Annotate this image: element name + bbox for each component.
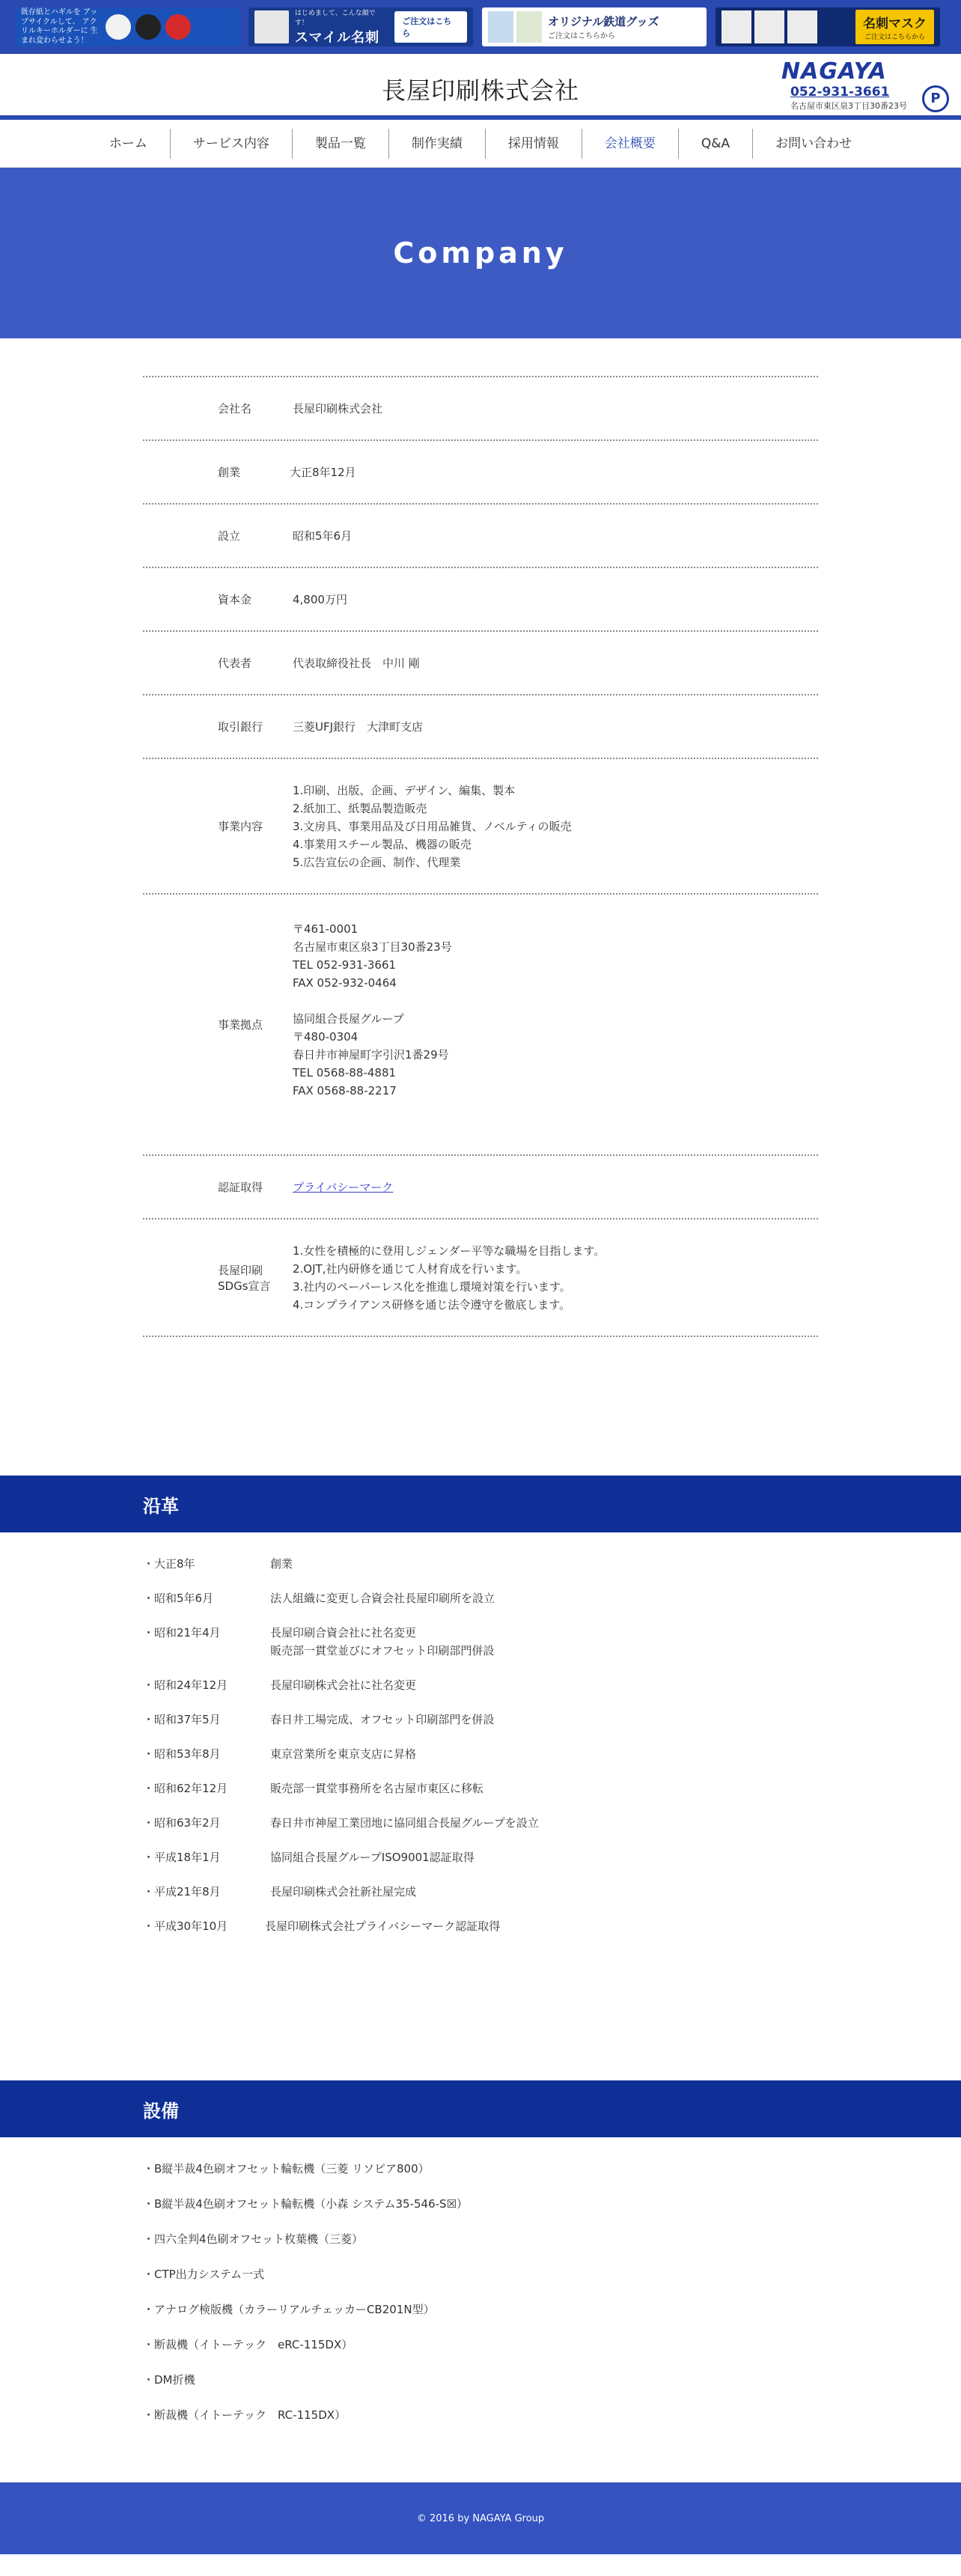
railway-goods-banner-text <box>548 13 659 40</box>
history-date: ・昭和63年2月 <box>143 1816 221 1830</box>
nav-recruit[interactable]: 採用情報 <box>486 129 582 159</box>
history-title: 沿革 <box>143 1495 179 1517</box>
history-item <box>143 1883 818 1901</box>
site-title[interactable]: 長屋印刷株式会社 <box>381 76 579 105</box>
history-event-line: 長屋印刷株式会社プライバシーマーク認証取得 <box>265 1919 501 1933</box>
value-line: 〒480-0304 <box>293 1029 359 1044</box>
history-event <box>270 1589 495 1607</box>
history-event <box>270 1883 416 1901</box>
table-row <box>143 377 818 441</box>
history-date: ・大正8年 <box>143 1557 195 1571</box>
row-value <box>293 591 347 609</box>
table-row <box>143 632 818 695</box>
nav-products[interactable]: 製品一覧 <box>293 129 389 159</box>
row-label: 長屋印刷SDGs宣言 <box>218 1263 271 1293</box>
row-value <box>293 654 420 672</box>
header-address: 名古屋市東区泉3丁目30番23号 <box>790 101 907 111</box>
history-item <box>143 1624 818 1660</box>
value-line: 1.印刷、出版、企画、デザイン、編集、製本 <box>293 783 516 797</box>
value-line: 長屋印刷株式会社 <box>293 401 383 415</box>
smile-card-banner[interactable] <box>248 7 473 46</box>
nav-faq[interactable]: Q&A <box>679 129 753 159</box>
history-event <box>270 1848 475 1866</box>
history-event-line: 長屋印刷株式会社に社名変更 <box>270 1678 417 1692</box>
nav-contact[interactable]: お問い合わせ <box>775 136 852 151</box>
banner-strip <box>0 0 961 54</box>
spacer <box>0 2441 961 2482</box>
card-mask-banner-label <box>855 10 934 44</box>
history-event <box>270 1814 539 1832</box>
history-item <box>143 1917 818 1935</box>
table-row <box>143 895 818 1156</box>
history-date: ・昭和62年12月 <box>143 1782 228 1795</box>
row-label: 事業拠点 <box>218 1018 263 1032</box>
history-item <box>143 1745 818 1763</box>
value-line: 昭和5年6月 <box>293 529 353 543</box>
railway-goods-image <box>488 11 542 43</box>
nagaya-logo[interactable]: NAGAYA <box>781 58 887 85</box>
spacer <box>0 1952 961 2080</box>
value-line: 3.文房具、事業用品及び日用品雑貨、ノベルティの販売 <box>293 819 572 833</box>
table-row <box>143 568 818 632</box>
table-row <box>143 1220 818 1337</box>
table-row <box>143 695 818 759</box>
keychain-banner[interactable] <box>15 7 240 46</box>
nav-company[interactable]: 会社概要 <box>582 129 679 159</box>
history-item <box>143 1589 818 1607</box>
smile-card-banner-small: はじめまして、こんな顔です！ <box>294 10 376 27</box>
card-mask-banner[interactable] <box>716 7 940 46</box>
row-label: 代表者 <box>218 657 252 670</box>
card-mask-banner-sub: ご注文はこちらから <box>864 34 925 41</box>
row-label: 事業内容 <box>218 820 263 833</box>
history-event-line: 春日井市神屋工業団地に協同組合長屋グループを設立 <box>270 1816 539 1830</box>
row-value <box>293 400 382 418</box>
row-label: 取引銀行 <box>218 720 263 734</box>
value-line: 4,800万円 <box>293 592 347 606</box>
history-item <box>143 1779 818 1797</box>
nav-services[interactable]: サービス内容 <box>171 129 293 159</box>
card-mask-faces-image <box>721 10 817 43</box>
value-line: 4.事業用スチール製品、機器の販売 <box>293 837 472 851</box>
row-value <box>293 920 452 1130</box>
row-label: 資本金 <box>218 593 252 606</box>
history-event-line: 販売部一貫堂事務所を名古屋市東区に移転 <box>270 1782 484 1795</box>
history-event-line: 協同組合長屋グループISO9001認証取得 <box>270 1851 475 1864</box>
history-event-line: 春日井工場完成、オフセット印刷部門を併設 <box>270 1713 495 1726</box>
history-section-bar <box>0 1476 961 1532</box>
value-line: 5.広告宣伝の企画、制作、代理業 <box>293 855 461 869</box>
row-value <box>293 782 572 871</box>
equipment-item: ・CTP出力システム一式 <box>143 2268 265 2281</box>
row-label: 設立 <box>218 529 241 543</box>
row-label: 創業 <box>218 466 241 479</box>
history-event-line: 長屋印刷合資会社に社名変更 <box>270 1626 417 1639</box>
value-line: 三菱UFJ銀行 大津町支店 <box>293 719 424 734</box>
privacy-mark-icon: P <box>922 85 949 112</box>
history-date: ・昭和24年12月 <box>143 1678 228 1692</box>
value-line: 春日井市神屋町字引沢1番29号 <box>293 1047 449 1062</box>
equipment-item: ・DM折機 <box>143 2373 195 2387</box>
page-title: Company <box>393 237 568 270</box>
equipment-item: ・断裁機（イトーテック eRC-115DX） <box>143 2338 353 2351</box>
smile-card-banner-text <box>295 7 388 46</box>
equipment-item: ・B縦半裁4色刷オフセット輪転機（三菱 リソピア800） <box>143 2162 430 2175</box>
smile-card-order-button[interactable]: ご注文はこちら <box>394 11 467 43</box>
value-line: TEL 052-931-3661 <box>293 957 397 972</box>
row-value <box>293 527 352 545</box>
copyright: © 2016 by NAGAYA Group <box>416 2512 545 2524</box>
value-line: 4.コンプライアンス研修を通じ法令遵守を徹底します。 <box>293 1297 571 1312</box>
history-list <box>143 1555 818 1935</box>
nav-works[interactable]: 制作実績 <box>389 129 486 159</box>
history-event-line: 長屋印刷株式会社新社屋完成 <box>270 1885 417 1898</box>
equipment-item: ・B縦半裁4色刷オフセット輪転機（小森 システム35-546-S☒） <box>143 2197 469 2211</box>
smile-card-face-image <box>254 10 289 43</box>
table-row <box>143 1156 818 1220</box>
value-line: FAX 0568-88-2217 <box>293 1083 397 1097</box>
value-line: 代表取締役社長 中川 剛 <box>293 656 420 670</box>
history-event-line: 創業 <box>270 1557 293 1571</box>
history-event-line: 法人組織に変更し合資会社長屋印刷所を設立 <box>270 1592 495 1605</box>
history-item <box>143 1555 818 1573</box>
history-item <box>143 1711 818 1729</box>
history-event <box>270 1624 494 1660</box>
history-event <box>265 1917 500 1935</box>
value-line: TEL 0568-88-4881 <box>293 1065 397 1080</box>
history-date: ・平成21年8月 <box>143 1885 221 1898</box>
equipment-item: ・アナログ検版機（カラーリアルチェッカーCB201N型） <box>143 2303 435 2316</box>
card-mask-banner-title: 名刺マスク <box>863 16 927 31</box>
history-event <box>270 1676 416 1694</box>
railway-goods-banner[interactable] <box>482 7 707 46</box>
value-line: 2.OJT,社内研修を通じて人材育成を行います。 <box>293 1261 528 1276</box>
row-label: 会社名 <box>218 402 252 415</box>
equipment-section-bar <box>0 2080 961 2137</box>
value-line: 大正8年12月 <box>290 465 356 479</box>
history-item <box>143 1676 818 1694</box>
equipment-title: 設備 <box>143 2100 179 2122</box>
history-date: ・昭和21年4月 <box>143 1626 221 1639</box>
smile-card-banner-title: スマイル名刺 <box>294 30 380 46</box>
history-date: ・昭和53年8月 <box>143 1747 221 1761</box>
equipment-item: ・断裁機（イトーテック RC-115DX） <box>143 2408 347 2422</box>
keychain-banner-text: 既存紙とハギルを アップサイクルして、 アクリルキーホルダーに 生まれ変わらせよう！ <box>21 8 98 45</box>
privacy-mark-link[interactable]: プライバシーマーク <box>293 1180 394 1194</box>
row-value <box>293 718 423 736</box>
value-line: 2.紙加工、紙製品製造販売 <box>293 801 427 815</box>
table-row <box>143 441 818 505</box>
history-event-line: 東京営業所を東京支店に昇格 <box>270 1747 417 1761</box>
main-nav <box>0 120 961 168</box>
company-info-table <box>143 376 818 1337</box>
row-value <box>293 1242 605 1314</box>
value-line: 3.社内のペーパーレス化を推進し環境対策を行います。 <box>293 1279 571 1294</box>
history-event <box>270 1745 416 1763</box>
keychain-banner-image <box>106 14 234 40</box>
nav-home[interactable]: ホーム <box>87 129 171 159</box>
railway-goods-banner-sub: ご注文はこちらから <box>548 32 615 40</box>
row-value <box>290 463 356 481</box>
history-event <box>270 1779 483 1797</box>
equipment-item: ・四六全判4色刷オフセット枚葉機（三菱） <box>143 2232 363 2246</box>
row-value <box>293 1178 393 1196</box>
history-date: ・平成30年10月 <box>143 1919 228 1933</box>
history-event <box>270 1555 293 1573</box>
history-date: ・昭和37年5月 <box>143 1713 221 1726</box>
table-row <box>143 505 818 568</box>
history-item <box>143 1814 818 1832</box>
history-item <box>143 1848 818 1866</box>
row-label: 認証取得 <box>218 1181 263 1194</box>
value-line: FAX 052-932-0464 <box>293 975 397 990</box>
brand-block <box>781 58 946 112</box>
value-line: 1.女性を積極的に登用しジェンダー平等な職場を目指します。 <box>293 1243 605 1258</box>
equipment-list <box>143 2160 818 2424</box>
spacer <box>0 1337 961 1476</box>
history-date: ・昭和5年6月 <box>143 1592 214 1605</box>
site-header <box>0 54 961 120</box>
history-event <box>270 1711 494 1729</box>
history-date: ・平成18年1月 <box>143 1851 221 1864</box>
site-footer <box>0 2482 961 2554</box>
value-spacer <box>293 992 452 1010</box>
value-line: 〒461-0001 <box>293 922 359 936</box>
value-line: 名古屋市東区泉3丁目30番23号 <box>293 940 452 954</box>
phone-link[interactable]: 052-931-3661 <box>790 85 890 100</box>
table-row <box>143 759 818 895</box>
history-event-line: 販売部一貫堂並びにオフセット印刷部門併設 <box>270 1644 495 1657</box>
railway-goods-banner-title: オリジナル鉄道グッズ <box>548 15 659 28</box>
page-hero <box>0 168 961 338</box>
value-line: 協同組合長屋グループ <box>293 1011 404 1026</box>
